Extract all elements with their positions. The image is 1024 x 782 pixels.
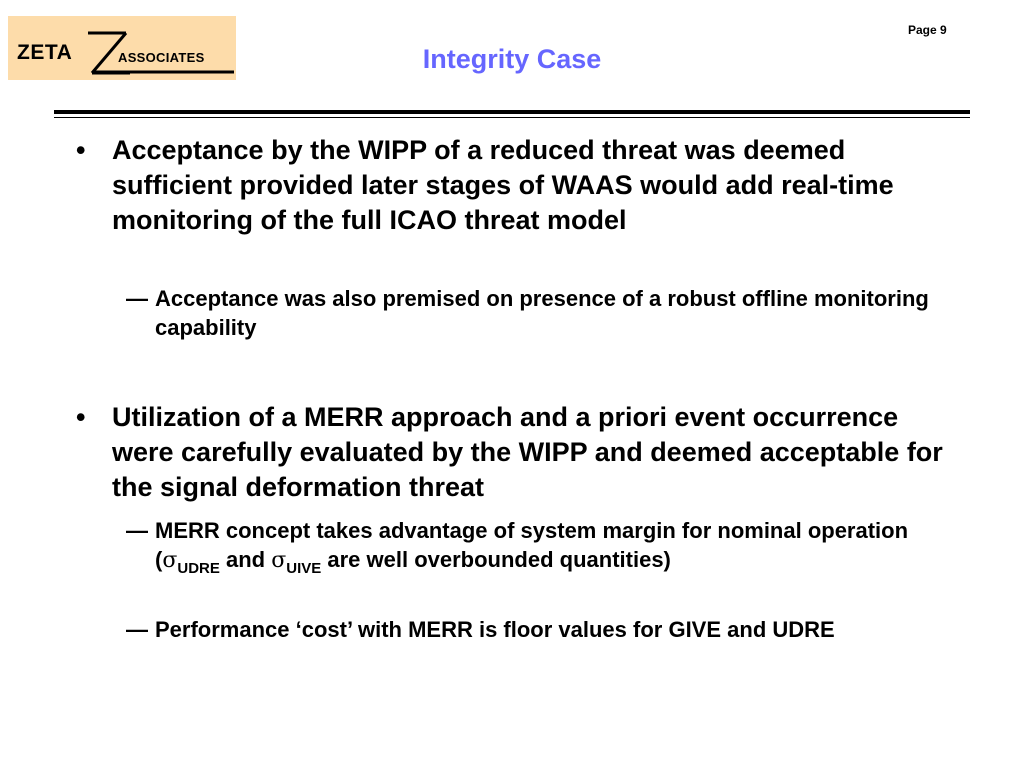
logo-zeta-text: ZETA	[17, 41, 73, 64]
dash-marker: —	[126, 617, 148, 642]
slide-title: Integrity Case	[422, 44, 602, 74]
dash-marker: —	[126, 286, 148, 311]
header-rule-thick	[54, 110, 970, 114]
bullet-marker: •	[76, 402, 86, 432]
sub-text-2-1-part-c: are well overbounded quantities)	[321, 547, 671, 572]
bullet-text-1: Acceptance by the WIPP of a reduced threat was deemed sufficient provided later stages of WAAS would add real-time monitoring of the full ICAO threat model	[112, 135, 894, 235]
bullet-marker: •	[76, 135, 86, 165]
bullet-text-2: Utilization of a MERR approach and a priori event occurrence were carefully evaluated by the WIPP and deemed acceptable for the signal deformation threat	[112, 402, 943, 502]
sigma-symbol: σ	[162, 548, 178, 573]
dash-marker: —	[126, 518, 148, 543]
sub-text-2-1-part-a: MERR concept takes advantage of system margin for nominal operation (	[155, 518, 909, 572]
subscript-udre: UDRE	[177, 560, 220, 577]
sigma-symbol: σ	[271, 548, 287, 573]
sub-text-2-2: Performance ‘cost’ with MERR is floor values for GIVE and UDRE	[155, 617, 835, 642]
sub-text-1-1: Acceptance was also premised on presence of a robust offline monitoring capability	[155, 286, 929, 340]
page-number: Page 9	[908, 23, 947, 37]
subscript-uive: UIVE	[286, 560, 322, 577]
header-rule-thin	[54, 117, 970, 118]
sub-text-2-1-part-b: and	[219, 547, 272, 572]
logo-associates-text: ASSOCIATES	[118, 50, 205, 65]
sub-text-2-1	[155, 516, 945, 577]
